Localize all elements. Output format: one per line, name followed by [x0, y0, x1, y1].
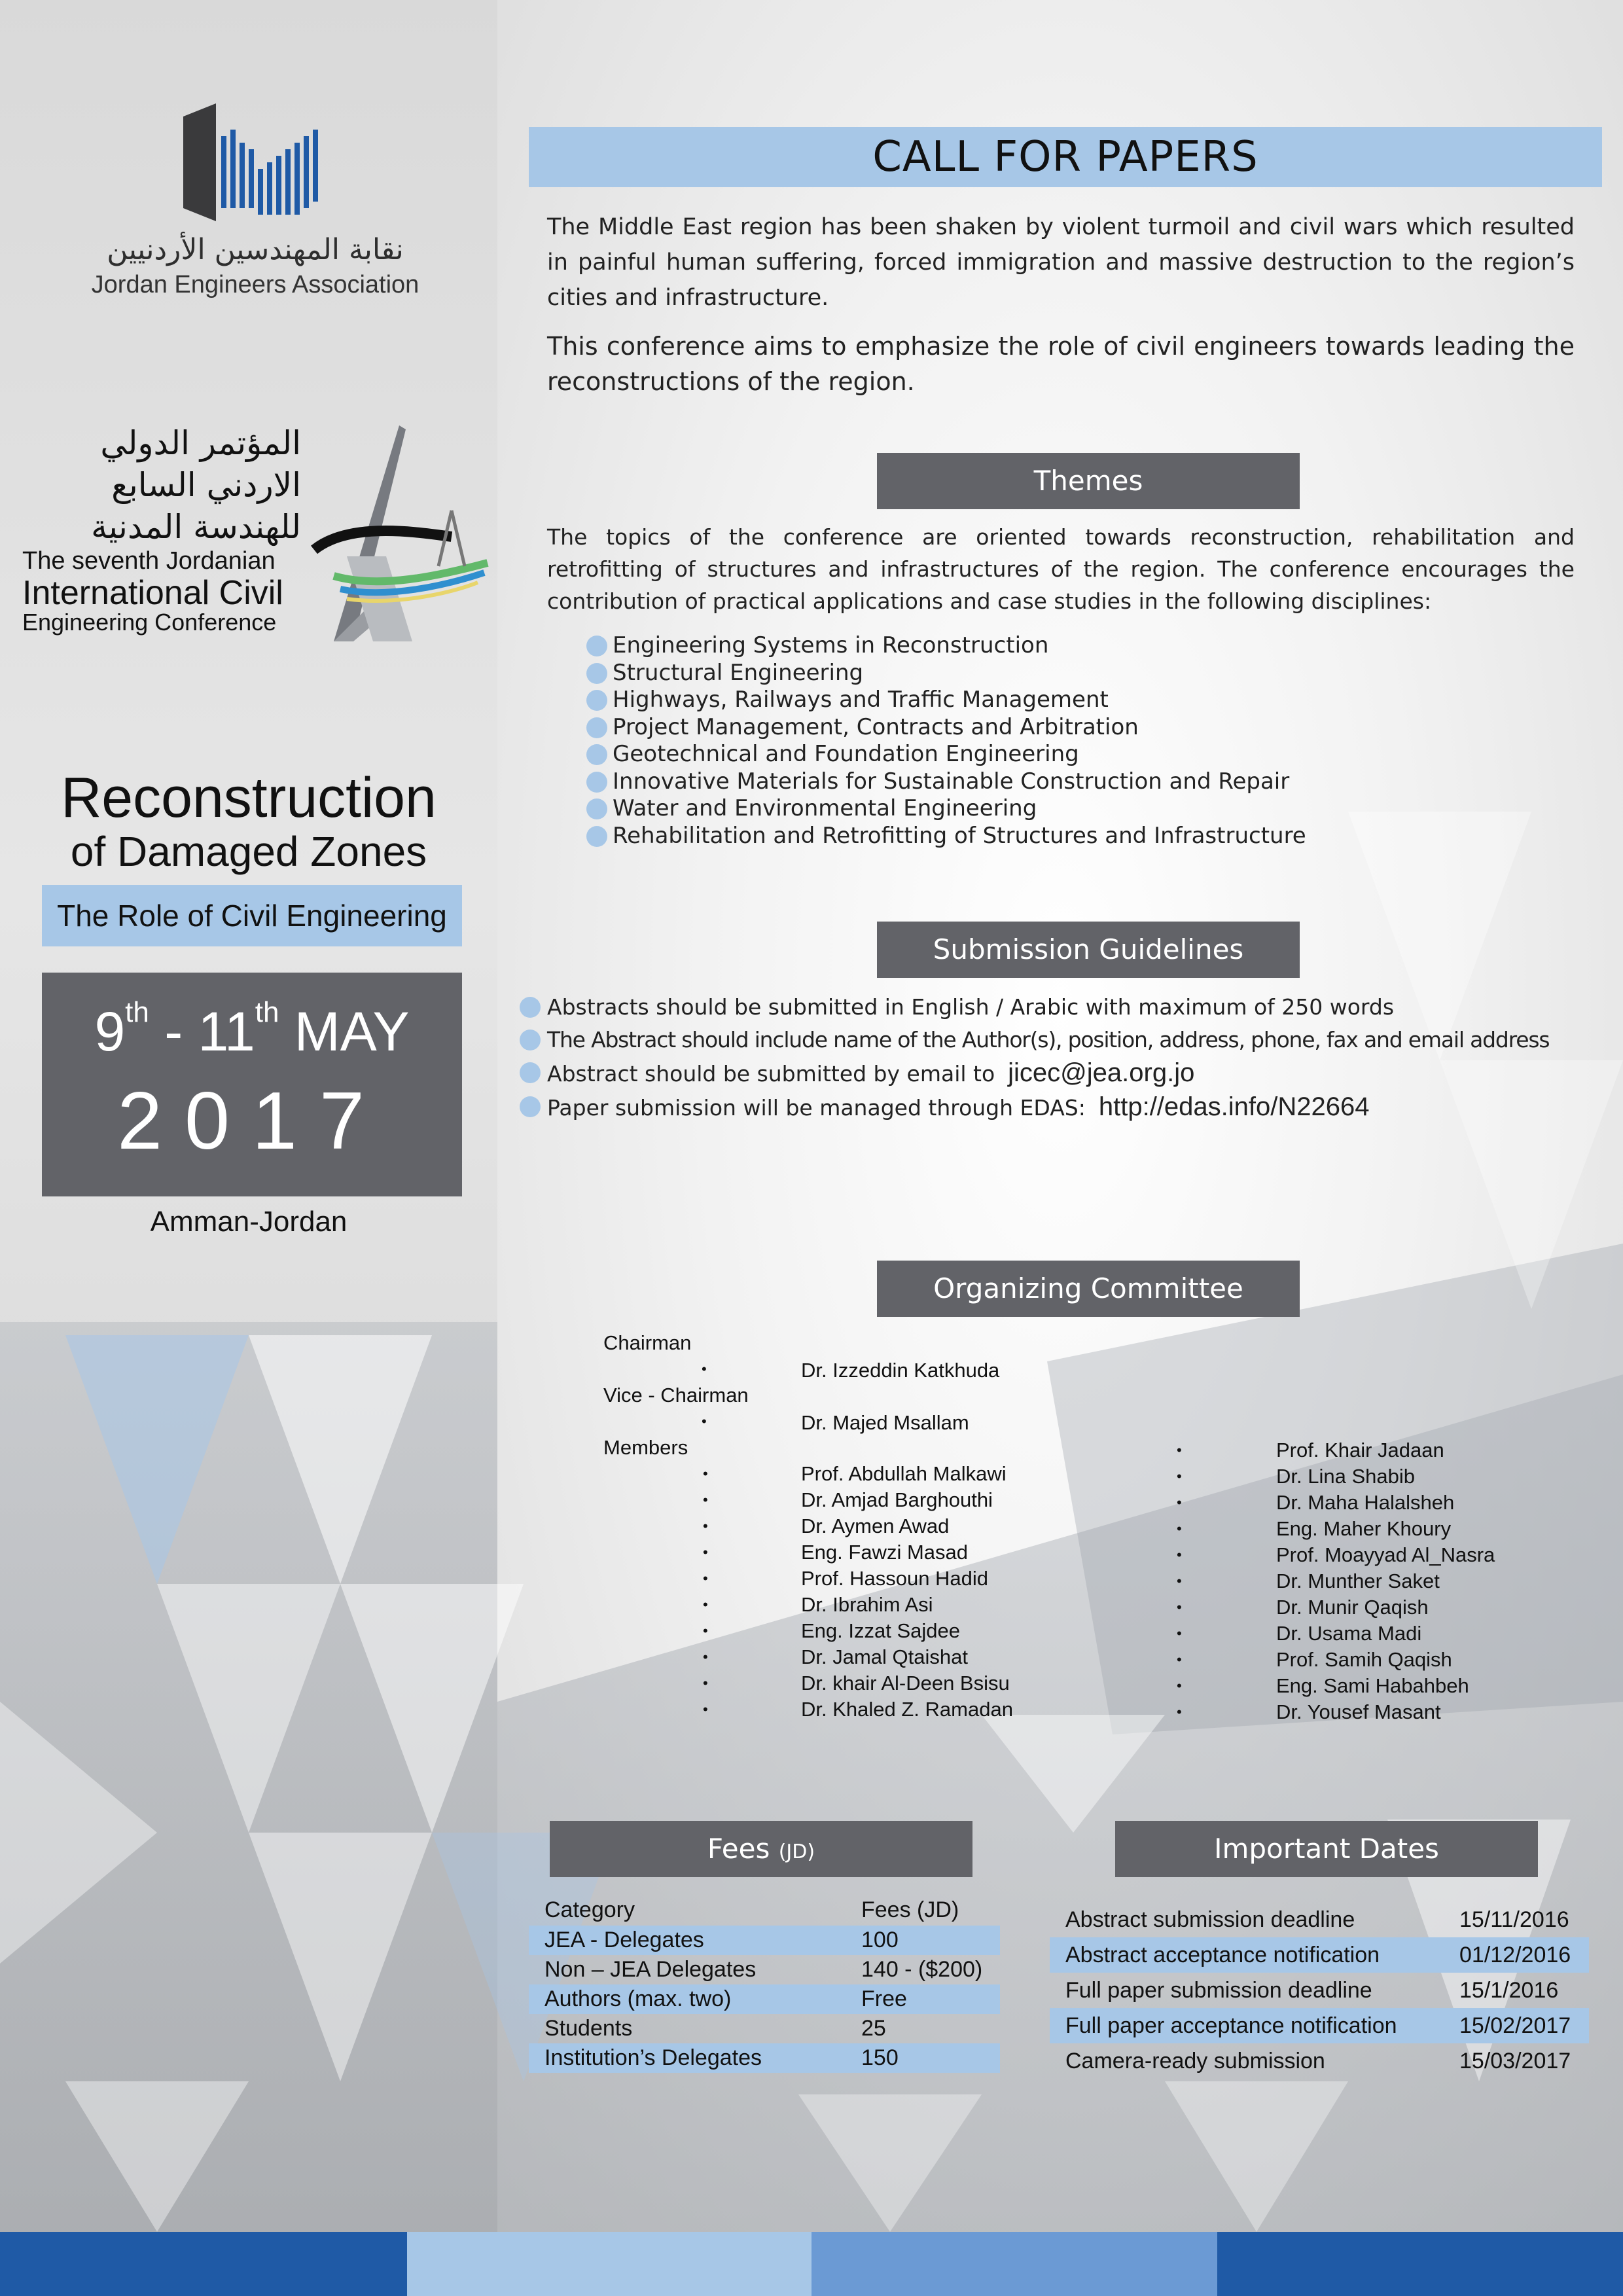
fee-amount: Free: [861, 1986, 907, 2011]
fee-category: Institution’s Delegates: [544, 2045, 762, 2070]
theme-item-label: Highways, Railways and Traffic Management: [613, 687, 1109, 713]
member-name: Dr. Lina Shabib: [1276, 1465, 1415, 1488]
theme-item: [613, 768, 1306, 796]
guideline-text: Abstract should be submitted by email to: [547, 1061, 995, 1086]
guideline-item: [547, 991, 1549, 1024]
conference-english-line-2: International Civil: [22, 574, 283, 612]
table-row: [1050, 1902, 1589, 1937]
fee-amount: 100: [861, 1928, 899, 1952]
member-name: Eng. Fawzi Masad: [801, 1541, 968, 1564]
subtitle-text: The Role of Civil Engineering: [57, 899, 447, 933]
bullet-icon: •: [1177, 1677, 1182, 1694]
theme-item: [613, 687, 1306, 714]
strip-segment-light-blue: [407, 2232, 812, 2296]
bullet-icon: [586, 826, 607, 847]
guideline-item: [547, 1056, 1549, 1090]
date-month: MAY: [279, 1001, 410, 1062]
theme-item-label: Geotechnical and Foundation Engineering: [613, 741, 1079, 767]
bullet-icon: [520, 1062, 541, 1083]
submission-email-link[interactable]: jicec@jea.org.jo: [1008, 1058, 1195, 1087]
member-name: Prof. Abdullah Malkawi: [801, 1462, 1007, 1485]
member-item: [703, 1696, 1013, 1723]
guideline-item: [547, 1024, 1549, 1056]
date-label: Camera-ready submission: [1065, 2049, 1325, 2073]
theme-item: [613, 741, 1306, 768]
date-end: - 11: [149, 1001, 255, 1062]
strip-segment-mid-blue: [812, 2232, 1217, 2296]
member-name: Dr. khair Al-Deen Bsisu: [801, 1672, 1010, 1695]
date-suffix-end: th: [255, 996, 279, 1028]
date-label: Full paper submission deadline: [1065, 1978, 1372, 2003]
theme-item-label: Engineering Systems in Reconstruction: [613, 632, 1049, 658]
bullet-icon: •: [703, 1492, 708, 1508]
bullet-icon: •: [703, 1623, 708, 1639]
member-name: Eng. Sami Habahbeh: [1276, 1674, 1469, 1697]
member-item: [1177, 1568, 1495, 1594]
fee-category: Students: [544, 2016, 633, 2041]
member-item: [1177, 1463, 1495, 1490]
conference-english-line-1: The seventh Jordanian: [22, 547, 276, 575]
fee-category: JEA - Delegates: [544, 1928, 704, 1952]
member-item: [1177, 1516, 1495, 1542]
guideline-text: Paper submission will be managed through EDAS:: [547, 1095, 1086, 1121]
bullet-icon: [586, 717, 607, 738]
date-value: 01/12/2016: [1459, 1943, 1571, 1967]
member-item: [1177, 1490, 1495, 1516]
theme-item: [613, 632, 1306, 660]
member-item: [703, 1618, 1013, 1644]
jea-english-name: Jordan Engineers Association: [91, 271, 419, 298]
table-row: [529, 1984, 1000, 2014]
member-item: [703, 1592, 1013, 1618]
guideline-text: Abstracts should be submitted in English / Arabic with maximum of 250 words: [547, 994, 1395, 1020]
fee-category: Non – JEA Delegates: [544, 1957, 757, 1982]
bullet-icon: •: [703, 1649, 708, 1665]
member-name: Dr. Amjad Barghouthi: [801, 1488, 993, 1511]
date-value: 15/02/2017: [1459, 2013, 1571, 2038]
conference-arabic-line-3: للهندسة المدنية: [91, 508, 301, 546]
member-name: Dr. Munir Qaqish: [1276, 1596, 1429, 1619]
subtitle-box: [42, 885, 462, 946]
guideline-text: The Abstract should include name of the Author(s), position, address, phone, fax and email address: [547, 1027, 1550, 1052]
table-row: [529, 1926, 1000, 1955]
jea-logo-icon: [177, 97, 327, 228]
theme-item: [613, 823, 1306, 850]
conference-arabic-line-1: المؤتمر الدولي: [100, 424, 301, 462]
important-dates-header: Important Dates: [1115, 1821, 1538, 1877]
bullet-icon: [586, 690, 607, 711]
bullet-icon: •: [1177, 1573, 1182, 1589]
members-label: Members: [603, 1436, 688, 1459]
theme-item-label: Rehabilitation and Retrofitting of Structures and Infrastructure: [613, 822, 1306, 849]
members-list-right: [1177, 1437, 1495, 1725]
member-item: [703, 1539, 1013, 1566]
themes-list: [613, 632, 1306, 850]
strip-segment-dark-blue: [1217, 2232, 1623, 2296]
date-start: 9: [94, 1001, 126, 1062]
bullet-icon: •: [1177, 1547, 1182, 1563]
member-name: Dr. Usama Madi: [1276, 1622, 1422, 1645]
location-text: Amman-Jordan: [150, 1206, 348, 1238]
bullet-icon: •: [1177, 1468, 1182, 1484]
table-row: [1050, 1973, 1589, 2008]
poster-title: Reconstruction: [61, 766, 437, 829]
bullet-icon: [520, 1030, 541, 1050]
fee-amount: 25: [861, 2016, 886, 2041]
member-name: Prof. Hassoun Hadid: [801, 1567, 989, 1590]
members-list-left: [703, 1461, 1013, 1723]
theme-item-label: Project Management, Contracts and Arbitration: [613, 713, 1139, 740]
member-name: Prof. Khair Jadaan: [1276, 1439, 1444, 1462]
member-item: [703, 1487, 1013, 1513]
date-value: 15/1/2016: [1459, 1978, 1559, 2003]
table-row: [1050, 2008, 1589, 2043]
vice-chairman-name: Dr. Majed Msallam: [801, 1411, 969, 1434]
theme-item: [613, 660, 1306, 687]
bullet-icon: •: [1177, 1494, 1182, 1511]
member-item: [703, 1644, 1013, 1670]
fee-category: Authors (max. two): [544, 1986, 732, 2011]
bottom-color-strip: [0, 2232, 1623, 2296]
theme-item-label: Innovative Materials for Sustainable Construction and Repair: [613, 768, 1290, 795]
bullet-icon: •: [702, 1413, 707, 1429]
call-for-papers-title: CALL FOR PAPERS: [872, 133, 1258, 181]
member-name: Dr. Khaled Z. Ramadan: [801, 1698, 1013, 1721]
date-box: [42, 973, 462, 1196]
intro-paragraph-2: This conference aims to emphasize the role of civil engineers towards leading the reconstructions of the region.: [547, 332, 1575, 396]
table-row: [1050, 1937, 1589, 1973]
member-item: [1177, 1542, 1495, 1568]
member-name: Eng. Maher Khoury: [1276, 1517, 1452, 1540]
member-item: [1177, 1699, 1495, 1725]
guidelines-header: Submission Guidelines: [877, 922, 1300, 978]
chairman-label: Chairman: [603, 1331, 692, 1354]
theme-item-label: Water and Environmental Engineering: [613, 795, 1037, 821]
guidelines-list: [547, 991, 1549, 1124]
date-range: [42, 996, 462, 1064]
bullet-icon: •: [1177, 1442, 1182, 1458]
themes-header: Themes: [877, 453, 1300, 509]
bullet-icon: •: [703, 1675, 708, 1691]
vice-chairman-label: Vice - Chairman: [603, 1384, 749, 1407]
member-item: [703, 1513, 1013, 1539]
intro-paragraph-1: The Middle East region has been shaken by violent turmoil and civil wars which resulted in painful human suffering, forced immigration and massive destruction to the region’s cities and infrastructure.: [547, 214, 1575, 311]
bullet-icon: •: [1177, 1520, 1182, 1537]
member-name: Dr. Maha Halalsheh: [1276, 1491, 1455, 1514]
member-item: [1177, 1621, 1495, 1647]
member-name: Eng. Izzat Sajdee: [801, 1619, 960, 1642]
member-item: [703, 1461, 1013, 1487]
strip-segment-dark-blue: [0, 2232, 407, 2296]
bullet-icon: •: [703, 1570, 708, 1587]
bullet-icon: •: [703, 1518, 708, 1534]
member-item: [703, 1670, 1013, 1696]
conference-logo-icon: [308, 425, 497, 641]
committee-header: Organizing Committee: [877, 1261, 1300, 1317]
table-row: [529, 1955, 1000, 1984]
table-row: [1050, 2043, 1589, 2079]
member-item: [1177, 1437, 1495, 1463]
member-item: [1177, 1594, 1495, 1621]
conference-english-line-3: Engineering Conference: [22, 609, 277, 636]
chairman-name: Dr. Izzeddin Katkhuda: [801, 1359, 1000, 1382]
date-year: 2017: [117, 1076, 387, 1166]
fees-header-amount: Fees (JD): [861, 1897, 959, 1922]
poster-title-line-2: of Damaged Zones: [70, 828, 427, 875]
conference-arabic-line-2: الاردني السابع: [111, 466, 301, 504]
fees-header: [550, 1821, 972, 1877]
member-name: Dr. Ibrahim Asi: [801, 1593, 933, 1616]
date-value: 15/11/2016: [1459, 1907, 1569, 1932]
themes-intro: The topics of the conference are oriented towards reconstruction, rehabilitation and retrofitting of structures and infrastructures of the region. The conference encourages the contribution of practical applications and case studies in the following disciplines:: [547, 524, 1575, 614]
fees-title: Fees: [707, 1833, 770, 1865]
bullet-icon: [520, 1096, 541, 1117]
member-name: Dr. Yousef Masant: [1276, 1700, 1441, 1723]
bullet-icon: •: [703, 1701, 708, 1717]
bullet-icon: •: [703, 1465, 708, 1482]
bullet-icon: [586, 798, 607, 819]
member-name: Dr. Aymen Awad: [801, 1515, 950, 1537]
member-item: [703, 1566, 1013, 1592]
fees-title-unit: (JD): [778, 1840, 815, 1863]
date-value: 15/03/2017: [1459, 2049, 1571, 2073]
member-name: Dr. Munther Saket: [1276, 1570, 1440, 1592]
bullet-icon: •: [1177, 1599, 1182, 1615]
bullet-icon: •: [702, 1361, 707, 1377]
fees-table: [529, 1895, 1000, 2073]
bullet-icon: [586, 663, 607, 684]
call-for-papers-bar: [529, 127, 1602, 187]
fee-amount: 150: [861, 2045, 899, 2070]
theme-item-label: Structural Engineering: [613, 659, 864, 686]
bullet-icon: •: [703, 1596, 708, 1613]
table-row: [529, 2014, 1000, 2043]
bullet-icon: [520, 997, 541, 1018]
dates-table: [1050, 1902, 1589, 2079]
member-name: Dr. Jamal Qtaishat: [801, 1645, 968, 1668]
bullet-icon: •: [1177, 1625, 1182, 1641]
bullet-icon: •: [1177, 1704, 1182, 1720]
bullet-icon: [586, 772, 607, 793]
member-item: [1177, 1647, 1495, 1673]
date-label: Abstract acceptance notification: [1065, 1943, 1380, 1967]
fee-amount: 140 - ($200): [861, 1957, 983, 1982]
member-item: [1177, 1673, 1495, 1699]
theme-item: [613, 714, 1306, 742]
guideline-item: [547, 1090, 1549, 1124]
table-row: [529, 2043, 1000, 2073]
bullet-icon: [586, 636, 607, 656]
jea-arabic-name: نقابة المهندسين الأردنيين: [107, 233, 404, 266]
bullet-icon: •: [703, 1544, 708, 1560]
edas-link[interactable]: http://edas.info/N22664: [1098, 1092, 1370, 1121]
member-name: Prof. Moayyad Al_Nasra: [1276, 1543, 1495, 1566]
member-name: Prof. Samih Qaqish: [1276, 1648, 1452, 1671]
bullet-icon: •: [1177, 1651, 1182, 1668]
date-label: Abstract submission deadline: [1065, 1907, 1355, 1932]
date-label: Full paper acceptance notification: [1065, 2013, 1397, 2038]
fees-header-category: Category: [544, 1897, 635, 1922]
bullet-icon: [586, 744, 607, 765]
fees-table-header: [529, 1895, 1000, 1926]
theme-item: [613, 795, 1306, 823]
date-suffix-start: th: [125, 996, 149, 1028]
